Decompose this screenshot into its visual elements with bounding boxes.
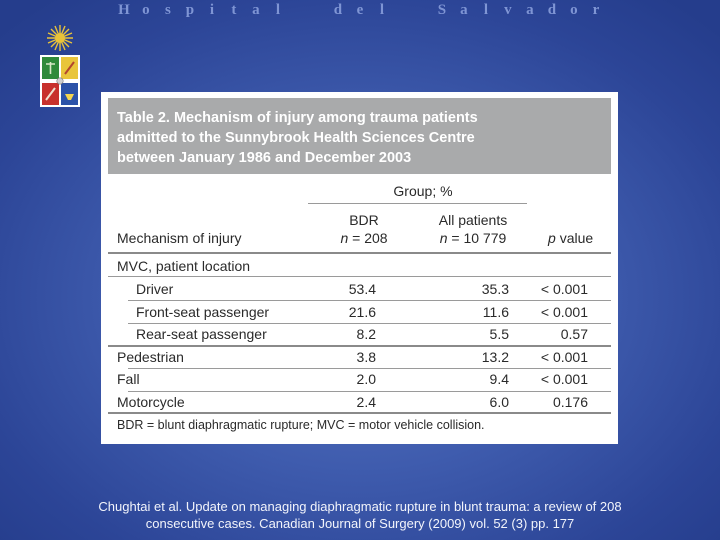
injury-mechanism-table bbox=[101, 92, 618, 444]
citation bbox=[40, 498, 680, 532]
section-label-mvc: MVC, patient location bbox=[117, 258, 251, 274]
row-all-value: 5.5 bbox=[489, 326, 509, 343]
citation-line: consecutive cases. Canadian Journal of Surgery (2009) vol. 52 (3) pp. 177 bbox=[145, 516, 575, 531]
table-title bbox=[117, 108, 607, 168]
all-patients-column-header: All patients bbox=[438, 212, 508, 228]
table-title-line: admitted to the Sunnybrook Health Sciences Centre bbox=[117, 130, 475, 146]
row-bdr-value: 8.2 bbox=[356, 326, 376, 343]
row-divider bbox=[128, 391, 611, 392]
row-label: Front-seat passenger bbox=[136, 303, 270, 320]
n-value: = 208 bbox=[352, 230, 388, 246]
table-footnote: BDR = blunt diaphragmatic rupture; MVC = motor vehicle collision. bbox=[117, 418, 485, 432]
n-value: = 10 779 bbox=[451, 230, 507, 246]
row-all-value: 11.6 bbox=[482, 303, 509, 320]
row-label: Driver bbox=[136, 281, 174, 297]
row-divider bbox=[108, 276, 611, 277]
p-label: p bbox=[548, 230, 556, 246]
row-bdr-value: 21.6 bbox=[348, 303, 376, 320]
group-header: Group; % bbox=[393, 183, 453, 199]
row-bdr-value: 3.8 bbox=[356, 348, 376, 365]
header-word-letters: H o s p i t a l bbox=[118, 2, 281, 18]
row-label: Rear-seat passenger bbox=[136, 326, 267, 343]
citation-line: Chughtai et al. Update on managing diaphragmatic rupture in blunt trauma: a review of 208 bbox=[98, 499, 622, 514]
row-p-value: 0.57 bbox=[560, 326, 588, 343]
p-value-column-header bbox=[548, 229, 593, 247]
row-label: Pedestrian bbox=[117, 348, 184, 365]
row-all-value: 35.3 bbox=[481, 281, 509, 297]
university-crest-icon bbox=[38, 24, 82, 110]
mechanism-column-header: Mechanism of injury bbox=[117, 230, 242, 246]
all-patients-n-header bbox=[423, 229, 523, 247]
row-divider bbox=[128, 300, 611, 301]
group-underline bbox=[308, 203, 527, 204]
bdr-column-header: BDR bbox=[349, 212, 379, 228]
table-body bbox=[108, 174, 611, 438]
table-title-line: between January 1986 and December 2003 bbox=[117, 150, 412, 166]
row-p-value: 0.176 bbox=[552, 394, 588, 410]
slide-header bbox=[0, 0, 720, 22]
row-divider bbox=[128, 323, 611, 324]
header-word-letters: S a l v a d o r bbox=[437, 2, 600, 18]
footnote-divider bbox=[108, 412, 611, 414]
n-label: n bbox=[340, 230, 349, 246]
header-divider bbox=[108, 252, 611, 254]
row-p-value: < 0.001 bbox=[540, 303, 588, 320]
row-all-value: 6.0 bbox=[489, 394, 509, 410]
row-bdr-value: 53.4 bbox=[348, 281, 376, 297]
row-all-value: 9.4 bbox=[489, 371, 509, 388]
row-p-value: < 0.001 bbox=[540, 281, 588, 297]
p-suffix: value bbox=[559, 230, 594, 246]
n-label: n bbox=[439, 230, 448, 246]
row-p-value: < 0.001 bbox=[540, 348, 588, 365]
table-title-line: Table 2. Mechanism of injury among trauma patients bbox=[117, 110, 478, 126]
row-divider bbox=[128, 368, 611, 369]
table-title-band bbox=[108, 98, 611, 174]
row-bdr-value: 2.0 bbox=[356, 371, 376, 388]
row-p-value: < 0.001 bbox=[540, 371, 588, 388]
bdr-n-header bbox=[324, 229, 404, 247]
row-label: Fall bbox=[117, 371, 140, 388]
row-all-value: 13.2 bbox=[481, 348, 509, 365]
row-bdr-value: 2.4 bbox=[356, 394, 376, 410]
header-word-letters: d e l bbox=[333, 2, 385, 18]
star-icon bbox=[47, 25, 73, 51]
row-label: Motorcycle bbox=[117, 394, 185, 410]
